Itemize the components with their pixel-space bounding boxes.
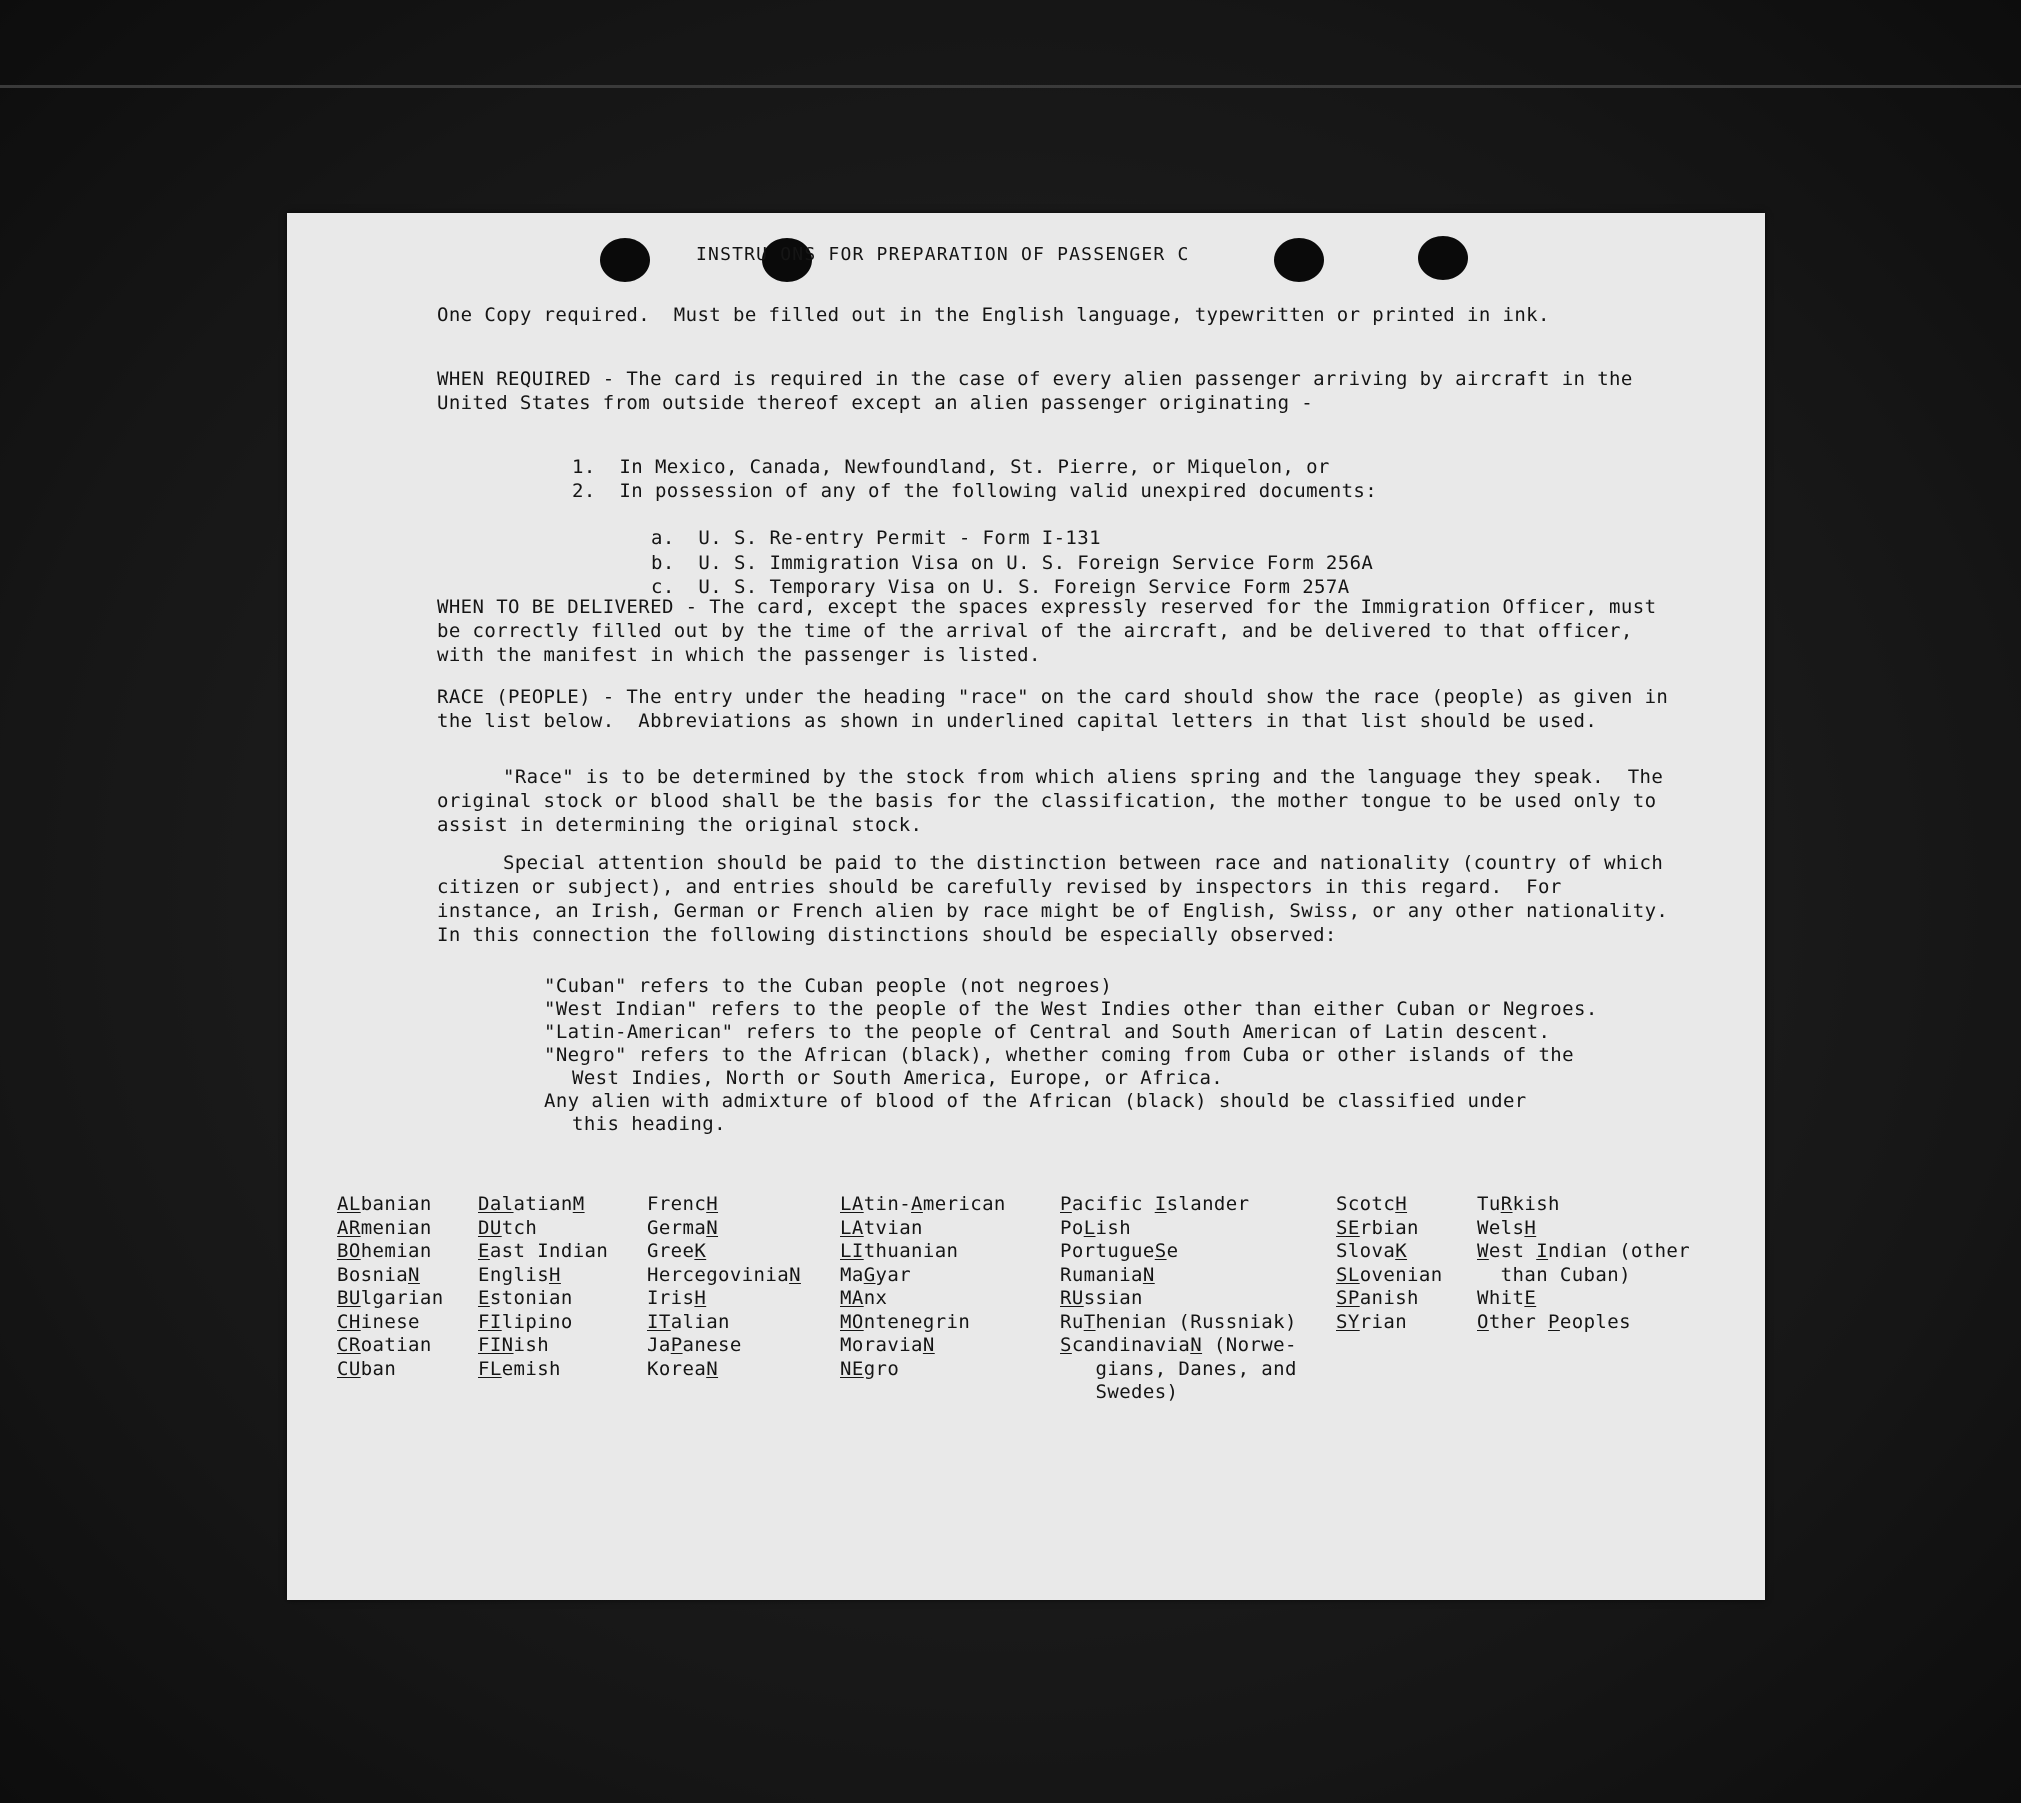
race-entry: ITalian <box>647 1310 730 1333</box>
race-entry: KoreaN <box>647 1357 719 1380</box>
race-entry: SPanish <box>1336 1287 1419 1309</box>
race-entry: LAtin-American <box>840 1193 1006 1215</box>
distinction-item: this heading. <box>572 1113 726 1135</box>
race-entry: MaGyar <box>840 1263 912 1286</box>
race-entry: LIthuanian <box>840 1240 959 1262</box>
race-entry: WelsH <box>1477 1216 1537 1239</box>
race-entry: TuRkish <box>1477 1193 1560 1215</box>
numbered-item: 2. In possession of any of the following valid unexpired documents: <box>572 480 1378 502</box>
race-entry: SYrian <box>1336 1310 1408 1333</box>
race-determined-paragraph: "Race" is to be determined by the stock from which aliens spring and the language they speak. The original stock or blood shall be the basis for the classification, the mother tongue to be used only to assist in determining the original stock. <box>437 766 1676 836</box>
race-entry: PoLish <box>1060 1216 1132 1239</box>
special-attention-paragraph: Special attention should be paid to the distinction between race and nationality (country of which citizen or subject), and entries should be carefully revised by inspectors in this regard. For instance, an Irish, German or French alien by race might be of English, Swiss, or any other nationality. In this connection the following distinctions should be especially observed: <box>437 852 1692 946</box>
punch-hole <box>1418 236 1468 280</box>
distinction-item: Any alien with admixture of blood of the African (black) should be classified under <box>544 1090 1527 1112</box>
race-entry: MOntenegrin <box>840 1310 971 1333</box>
race-list-column <box>337 1193 444 1381</box>
numbered-item: 1. In Mexico, Canada, Newfoundland, St. Pierre, or Miquelon, or <box>572 456 1330 478</box>
race-entry: FrencH <box>647 1193 719 1215</box>
race-list-column <box>1060 1193 1297 1405</box>
race-entry: GermaN <box>647 1216 719 1239</box>
race-entry: CRoatian <box>337 1334 432 1356</box>
lettered-item: c. U. S. Temporary Visa on U. S. Foreign Service Form 257A <box>651 576 1350 598</box>
intro-paragraph: One Copy required. Must be filled out in the English language, typewritten or printed in ink. <box>437 304 1550 326</box>
race-entry: BUlgarian <box>337 1287 444 1309</box>
race-entry: NEgro <box>840 1357 900 1380</box>
race-entry: Pacific Islander <box>1060 1193 1250 1215</box>
race-list-column <box>1336 1193 1443 1334</box>
punch-hole <box>1274 238 1324 282</box>
race-entry: LAtvian <box>840 1216 923 1239</box>
punch-hole <box>600 238 650 282</box>
race-entry: East Indian <box>478 1240 609 1262</box>
race-entry: RuThenian (Russniak) <box>1060 1310 1297 1333</box>
race-entry: gians, Danes, and <box>1060 1357 1297 1380</box>
when-required-paragraph: WHEN REQUIRED - The card is required in the case of every alien passenger arriving by aircraft in the United States from outside thereof except an alien passenger originating - <box>437 368 1645 414</box>
race-list-column <box>647 1193 801 1381</box>
race-entry: West Indian (other <box>1477 1240 1691 1262</box>
race-entry: EnglisH <box>478 1263 561 1286</box>
race-entry: IrisH <box>647 1287 707 1309</box>
race-entry: FIlipino <box>478 1310 573 1333</box>
instruction-sheet <box>287 213 1765 1600</box>
race-entry: CHinese <box>337 1310 420 1333</box>
race-people-paragraph: RACE (PEOPLE) - The entry under the heading "race" on the card should show the race (people) as given in the list below. Abbreviations as shown in underlined capital letters in that list should be used. <box>437 686 1681 732</box>
distinction-item: West Indies, North or South America, Europe, or Africa. <box>572 1067 1224 1089</box>
lettered-item: a. U. S. Re-entry Permit - Form I-131 <box>651 527 1101 549</box>
distinction-item: "Latin-American" refers to the people of Central and South American of Latin descent. <box>544 1021 1551 1043</box>
race-entry: FINish <box>478 1334 550 1356</box>
race-entry: BOhemian <box>337 1240 432 1262</box>
race-entry: ARmenian <box>337 1216 432 1239</box>
race-entry: ScandinaviaN (Norwe- <box>1060 1334 1297 1356</box>
race-entry: DUtch <box>478 1216 538 1239</box>
race-entry: DalatianM <box>478 1193 585 1215</box>
race-entry: HercegoviniaN <box>647 1263 801 1286</box>
distinctions-list <box>544 975 1724 1136</box>
race-entry: CUban <box>337 1357 397 1380</box>
page-title: INSTRU ONS FOR PREPARATION OF PASSENGER C <box>696 244 1190 265</box>
race-entry: FLemish <box>478 1357 561 1380</box>
race-entry: ALbanian <box>337 1193 432 1215</box>
distinction-item: "Cuban" refers to the Cuban people (not negroes) <box>544 975 1113 997</box>
lettered-item: b. U. S. Immigration Visa on U. S. Foreign Service Form 256A <box>651 552 1374 574</box>
distinction-item: "West Indian" refers to the people of the West Indies other than either Cuban or Negroes. <box>544 998 1598 1020</box>
scan-edge-line <box>0 85 2021 88</box>
when-delivered-paragraph: WHEN TO BE DELIVERED - The card, except the spaces expressly reserved for the Immigration Officer, must be correctly filled out by the time of the arrival of the aircraft, and be delivered to that officer, with the manifest in which the passenger is listed. <box>437 596 1669 666</box>
race-entry: GreeK <box>647 1240 707 1262</box>
race-list-column <box>1477 1193 1690 1334</box>
race-list-column <box>478 1193 608 1381</box>
race-entry: RUssian <box>1060 1287 1143 1309</box>
race-entry: ScotcH <box>1336 1193 1408 1215</box>
race-list-column <box>840 1193 1006 1381</box>
distinction-item: "Negro" refers to the African (black), whether coming from Cuba or other islands of the <box>544 1044 1574 1066</box>
race-entry: Other Peoples <box>1477 1310 1631 1333</box>
race-entry: PortugueSe <box>1060 1240 1179 1262</box>
race-entry: JaPanese <box>647 1334 742 1356</box>
race-entry: BosniaN <box>337 1263 420 1286</box>
race-entry: SlovaK <box>1336 1240 1408 1262</box>
race-entry: than Cuban) <box>1477 1263 1631 1286</box>
race-entry: SErbian <box>1336 1216 1419 1239</box>
race-entry: SLovenian <box>1336 1263 1443 1286</box>
race-entry: WhitE <box>1477 1287 1537 1309</box>
race-entry: MAnx <box>840 1287 888 1309</box>
race-entry: RumaniaN <box>1060 1263 1155 1286</box>
race-entry: MoraviaN <box>840 1334 935 1356</box>
race-entry: Swedes) <box>1060 1381 1179 1403</box>
race-entry: Estonian <box>478 1287 573 1309</box>
